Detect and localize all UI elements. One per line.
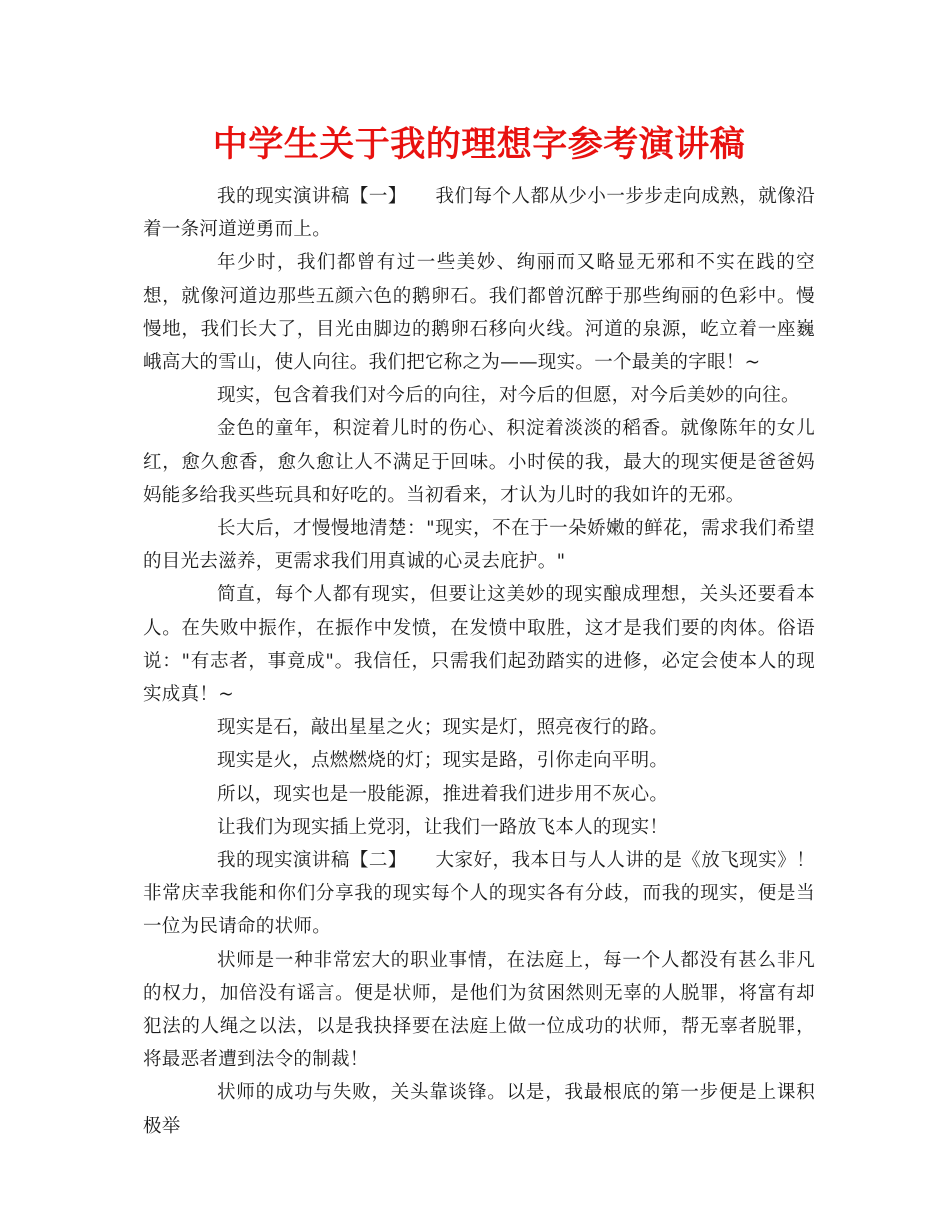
paragraph-11: 我的现实演讲稿【二】 大家好，我本日与人人讲的是《放飞现实》！非常庆幸我能和你们分享我的现实每个人的现实各有分歧，而我的现实，便是当一位为民请命的状师。 [143,850,815,938]
document-title: 中学生关于我的理想字参考演讲稿 [212,125,746,165]
paragraph-3: 现实，包含着我们对今后的向往，对今后的但愿，对今后美妙的向往。 [217,385,800,407]
paragraph-9: 所以，现实也是一股能源，推进着我们进步用不灰心。 [217,783,669,805]
paragraph-2: 年少时，我们都曾有过一些美妙、绚丽而又略显无邪和不实在践的空想，就像河道边那些五颜六色的鹅卵石。我们都曾沉醉于那些绚丽的色彩中。慢慢地，我们长大了，目光由脚边的鹅卵石移向火线。河道的泉源，屹立着一座巍峨高大的雪山，使人向往。我们把它称之为——现实。一个最美的字眼！~ [143,252,815,374]
paragraph-5: 长大后，才慢慢地清楚："现实，不在于一朵娇嫩的鲜花，需求我们希望的目光去滋养，更需求我们用真诚的心灵去庇护。" [143,518,815,573]
paragraph-10: 让我们为现实插上党羽，让我们一路放飞本人的现实！ [217,816,669,838]
paragraph-13: 状师的成功与失败，关头靠谈锋。以是，我最根底的第一步便是上课积极举 [143,1082,815,1137]
paragraph-1: 我的现实演讲稿【一】 我们每个人都从少小一步步走向成熟，就像沿着一条河道逆勇而上。 [143,186,815,241]
paragraph-6: 简直，每个人都有现实，但要让这美妙的现实酿成理想，关头还要看本人。在失败中振作，在振作中发愤，在发愤中取胜，这才是我们要的肉体。俗语说："有志者，事竟成"。我信任，只需我们起劲踏实的进修，必定会使本人的现实成真！~ [143,584,815,706]
paragraph-8: 现实是火，点燃燃烧的灯；现实是路，引你走向平明。 [217,750,669,772]
paragraph-12: 状师是一种非常宏大的职业事情，在法庭上，每一个人都没有甚么非凡的权力，加倍没有谣言。便是状师，是他们为贫困然则无辜的人脱罪，将富有却犯法的人绳之以法，以是我抉择要在法庭上做一位成功的状师，帮无辜者脱罪，将最恶者遭到法令的制裁！ [143,949,815,1071]
paragraph-7: 现实是石，敲出星星之火；现实是灯，照亮夜行的路。 [217,717,669,739]
document-page [143,122,815,1143]
paragraph-4: 金色的童年，积淀着儿时的伤心、积淀着淡淡的稻香。就像陈年的女儿红，愈久愈香，愈久愈让人不满足于回味。小时侯的我，最大的现实便是爸爸妈妈能多给我买些玩具和好吃的。当初看来，才认为儿时的我如许的无邪。 [143,418,815,506]
